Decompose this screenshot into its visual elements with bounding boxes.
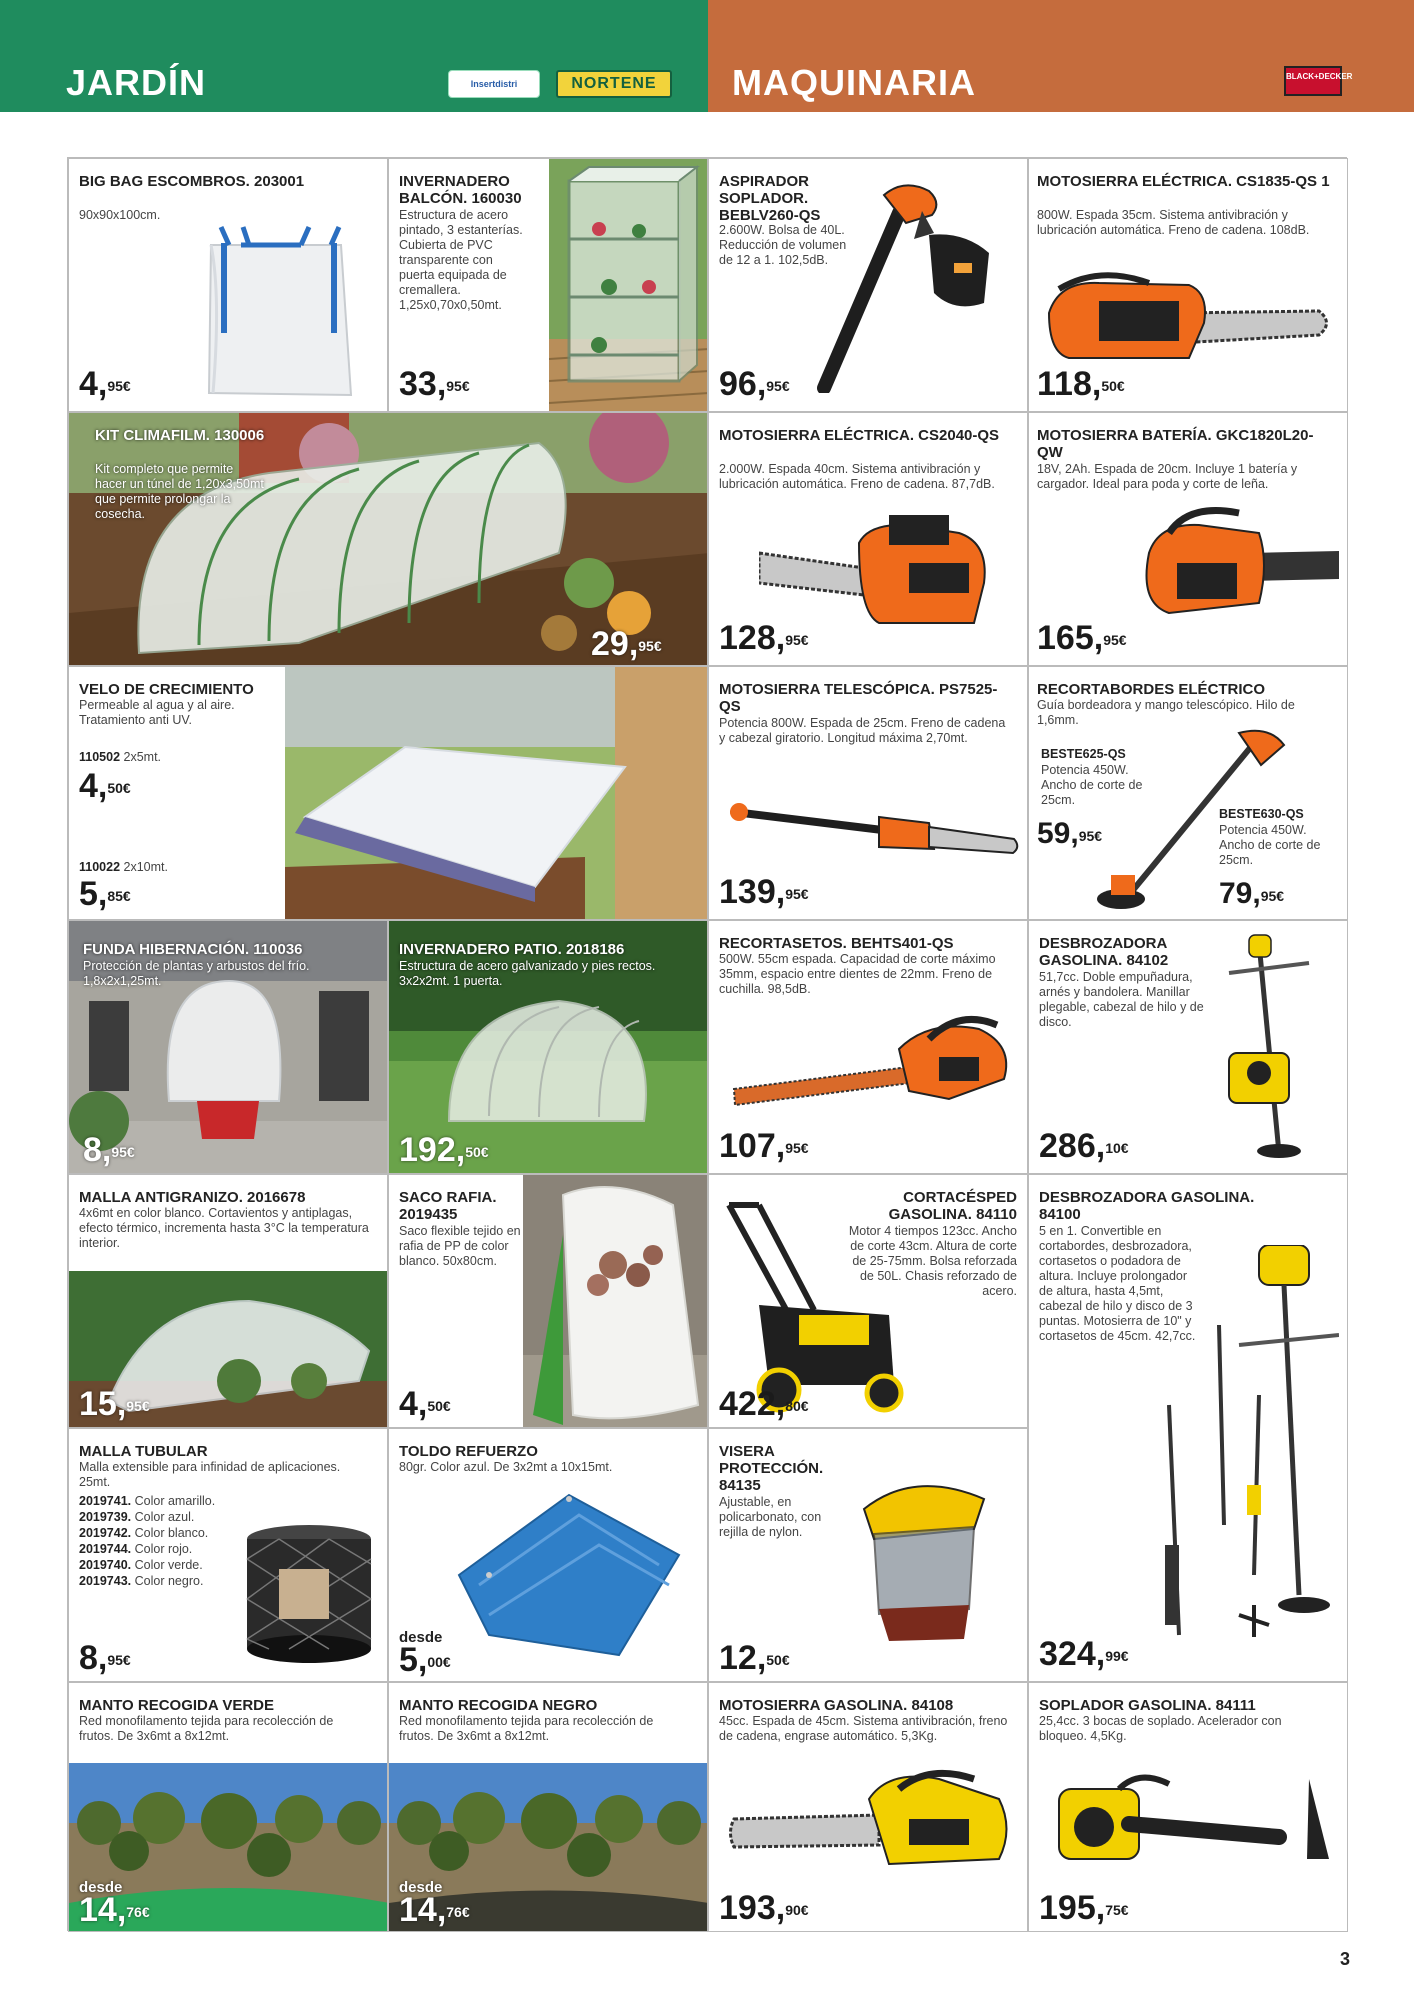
product-desc: 18V, 2Ah. Espada de 20cm. Incluye 1 batería y cargador. Ideal para poda y corte de leña. [1037, 462, 1298, 491]
product-name: MALLA TUBULAR [79, 1443, 208, 1460]
variant-code: 110022 2x10mt. [79, 860, 168, 874]
product-name: MOTOSIERRA TELESCÓPICA. PS7525-QS [719, 681, 998, 715]
product-name: DESBROZADORA GASOLINA. 84102 [1039, 935, 1169, 969]
product-desc: 2.000W. Espada 40cm. Sistema antivibración y lubricación automática. Freno de cadena. 87,7dB. [719, 462, 995, 491]
page-number: 3 [1339, 1949, 1350, 1969]
maquinaria-title: MAQUINARIA [732, 62, 976, 103]
battery-chainsaw-image [1129, 503, 1344, 633]
product-price: 14,$^{76€}$ [399, 1891, 470, 1929]
jardin-title: JARDÍN [66, 62, 207, 103]
product-name: RECORTABORDES ELÉCTRICO [1037, 681, 1266, 698]
product-card-velo-crecimiento[interactable] [68, 666, 708, 920]
product-desc: Permeable al agua y al aire. Tratamiento anti UV. [79, 698, 235, 727]
product-card-kit-climafilm[interactable] [68, 412, 708, 666]
product-card-visera[interactable] [708, 1428, 1028, 1682]
product-price: 192,$^{50€}$ [399, 1131, 489, 1169]
product-card-bigbag[interactable] [68, 158, 388, 412]
color-code-item: 2019739. Color azul. [79, 1510, 195, 1524]
product-grid [67, 157, 1347, 1931]
product-card-invernadero-patio[interactable] [388, 920, 708, 1174]
product-price: 4,$^{50€}$ [399, 1385, 451, 1423]
product-price: 139,$^{95€}$ [719, 873, 809, 911]
product-card-manto-negro[interactable] [388, 1682, 708, 1932]
petrol-chainsaw-image [729, 1769, 1019, 1879]
color-code-item: 2019742. Color blanco. [79, 1526, 209, 1540]
product-desc: 4x6mt en color blanco. Cortavientos y antiplagas, efecto térmico, incrementa hasta 3°C la temperatura interior. [79, 1206, 369, 1250]
product-desc: Estructura de acero galvanizado y pies rectos. 3x2x2mt. 1 puerta. [399, 959, 656, 988]
product-price: 165,$^{95€}$ [1037, 619, 1127, 657]
product-price: 422,$^{80€}$ [719, 1385, 809, 1423]
greenhouse-balcony-image [549, 159, 708, 412]
variant-desc: Potencia 450W. Ancho de corte de 25cm. [1219, 823, 1321, 867]
growth-fleece-image [285, 667, 708, 920]
product-name: DESBROZADORA GASOLINA. 84100 [1039, 1189, 1255, 1223]
pole-saw-image [729, 787, 1019, 877]
big-bag-image [181, 225, 381, 405]
product-price: 107,$^{95€}$ [719, 1127, 809, 1165]
product-name: MOTOSIERRA ELÉCTRICA. CS2040-QS [719, 427, 1000, 444]
variant-code: BESTE630-QS [1219, 807, 1304, 821]
desde-label: desde [399, 1629, 443, 1646]
product-name: SOPLADOR GASOLINA. 84111 [1039, 1697, 1256, 1714]
product-name: MANTO RECOGIDA VERDE [79, 1697, 275, 1714]
product-card-recortasetos[interactable] [708, 920, 1028, 1174]
variant-code: 110502 2x5mt. [79, 750, 162, 764]
product-desc: Protección de plantas y arbustos del frío. 1,8x2x1,25mt. [83, 959, 310, 988]
face-shield-image [834, 1469, 1014, 1659]
product-desc: Potencia 800W. Espada de 25cm. Freno de cadena y cabezal giratorio. Longitud máxima 2,70mt. [719, 716, 1006, 745]
blower-vacuum-image [814, 173, 1024, 393]
product-card-toldo-refuerzo[interactable] [388, 1428, 708, 1682]
jardin-banner [0, 0, 708, 112]
product-card-desbrozadora-84100[interactable] [1028, 1174, 1348, 1682]
desde-label: desde [399, 1879, 443, 1896]
variant-code: BESTE625-QS [1041, 747, 1126, 761]
desde-label: desde [79, 1879, 123, 1896]
product-name: MOTOSIERRA BATERÍA. GKC1820L20-QW [1037, 427, 1314, 461]
variant-price: 59,$^{95€}$ [1037, 817, 1103, 850]
product-desc: 51,7cc. Doble empuñadura, arnés y bandolera. Manillar plegable, cabezal de hilo y de disco. [1039, 970, 1204, 1029]
product-card-motosierra-84108[interactable] [708, 1682, 1028, 1932]
product-name: INVERNADERO PATIO. 2018186 [399, 941, 625, 958]
product-card-recortabordes[interactable] [1028, 666, 1348, 920]
product-desc: 2.600W. Bolsa de 40L. Reducción de volumen de 12 a 1. 102,5dB. [719, 223, 847, 267]
product-desc: 500W. 55cm espada. Capacidad de corte máximo 35mm, espacio entre dientes de 22mm. Freno de cuchilla. 98,5dB. [719, 952, 996, 996]
product-desc: Saco flexible tejido en rafia de PP de color blanco. 50x80cm. [399, 1224, 521, 1268]
page-header [0, 0, 1414, 112]
product-price: 195,$^{75€}$ [1039, 1889, 1129, 1927]
product-price: 15,$^{95€}$ [79, 1385, 150, 1423]
product-name: MALLA ANTIGRANIZO. 2016678 [79, 1189, 306, 1206]
product-desc: Guía bordeadora y mango telescópico. Hilo de 1,6mm. [1037, 698, 1295, 727]
product-desc: 90x90x100cm. [79, 208, 161, 222]
product-name: BIG BAG ESCOMBROS. 203001 [79, 173, 305, 190]
product-name: KIT CLIMAFILM. 130006 [95, 427, 265, 444]
variant-price: 5,$^{85€}$ [79, 875, 131, 913]
product-price: 193,$^{90€}$ [719, 1889, 809, 1927]
product-price: 96,$^{95€}$ [719, 365, 790, 403]
product-price: 8,$^{95€}$ [83, 1131, 135, 1169]
product-price: 33,$^{95€}$ [399, 365, 470, 403]
product-price: 12,$^{50€}$ [719, 1639, 790, 1677]
product-card-motosierra-telescopica[interactable] [708, 666, 1028, 920]
product-card-desbrozadora-84102[interactable] [1028, 920, 1348, 1174]
product-price: 4,$^{95€}$ [79, 365, 131, 403]
product-name: CORTACÉSPED GASOLINA. 84110 [888, 1189, 1017, 1223]
product-name: ASPIRADOR SOPLADOR. BEBLV260-QS [719, 173, 821, 224]
multi-tool-brushcutter-image [1159, 1245, 1339, 1645]
raffia-sack-image [523, 1175, 708, 1428]
blue-tarp-image [449, 1485, 689, 1665]
product-desc: Motor 4 tiempos 123cc. Ancho de corte 43cm. Altura de corte de 25-75mm. Bolsa reforzada de 50L. Chasis reforzado de acero. [848, 1224, 1017, 1298]
product-desc: Red monofilamento tejida para recolección de frutos. De 3x6mt a 8x12mt. [79, 1714, 334, 1743]
tubular-net-roll-image [239, 1519, 379, 1669]
product-price: 14,$^{76€}$ [79, 1891, 150, 1929]
product-card-soplador[interactable] [1028, 1682, 1348, 1932]
product-card-cortacesped[interactable] [708, 1174, 1028, 1428]
color-codes-list [79, 1493, 215, 1589]
product-price: 286,$^{10€}$ [1039, 1127, 1129, 1165]
product-desc: Estructura de acero pintado, 3 estanterías. Cubierta de PVC transparente con puerta equipada de cremallera. 1,25x0,70x0,50mt. [399, 208, 523, 312]
product-card-manto-verde[interactable] [68, 1682, 388, 1932]
product-name: VISERA PROTECCIÓN. 84135 [719, 1443, 824, 1494]
product-desc: 800W. Espada 35cm. Sistema antivibración y lubricación automática. Freno de cadena. 108dB. [1037, 208, 1310, 237]
product-card-motosierra-bateria[interactable] [1028, 412, 1348, 666]
product-price: 5,$^{00€}$ [399, 1641, 451, 1679]
brushcutter-image [1219, 933, 1339, 1163]
insertdistri-logo: Insertdistri [448, 70, 540, 98]
product-card-saco-rafia[interactable] [388, 1174, 708, 1428]
product-card-invernadero-balcon[interactable] [388, 158, 708, 412]
product-desc: Ajustable, en policarbonato, con rejilla de nylon. [719, 1495, 822, 1539]
product-name: TOLDO REFUERZO [399, 1443, 538, 1460]
product-name: RECORTASETOS. BEHTS401-QS [719, 935, 954, 952]
product-name: INVERNADERO BALCÓN. 160030 [399, 173, 522, 207]
product-card-motosierra-cs2040[interactable] [708, 412, 1028, 666]
product-name: MOTOSIERRA ELÉCTRICA. CS1835-QS 1 [1037, 173, 1330, 190]
color-code-item: 2019744. Color rojo. [79, 1542, 193, 1556]
black-decker-logo: BLACK+DECKER [1284, 66, 1342, 96]
petrol-blower-image [1049, 1769, 1339, 1879]
product-price: 29,$^{95€}$ [591, 625, 662, 663]
product-desc: 5 en 1. Convertible en cortabordes, desbrozadora, cortasetos o podadora de altura. Incluye prolongador de altura, hasta 4,5mt, cabezal de hilo y disco de 3 puntas. Motosierra de 10" y cortasetos de 45cm. 42,7cc. [1039, 1224, 1196, 1343]
product-desc: 25,4cc. 3 bocas de soplado. Acelerador con bloqueo. 4,5Kg. [1039, 1714, 1282, 1743]
product-desc: Malla extensible para infinidad de aplicaciones. 25mt. [79, 1460, 341, 1489]
product-desc: Kit completo que permite hacer un túnel de 1,20x3,50mt que permite prolongar la cosecha. [95, 462, 264, 521]
product-price: 324,$^{99€}$ [1039, 1635, 1129, 1673]
product-desc: 80gr. Color azul. De 3x2mt a 10x15mt. [399, 1460, 613, 1474]
product-name: MOTOSIERRA GASOLINA. 84108 [719, 1697, 954, 1714]
product-name: SACO RAFIA. 2019435 [399, 1189, 497, 1223]
product-name: MANTO RECOGIDA NEGRO [399, 1697, 598, 1714]
product-price: 8,$^{95€}$ [79, 1639, 131, 1677]
product-name: FUNDA HIBERNACIÓN. 110036 [83, 941, 303, 958]
product-desc: 45cc. Espada de 45cm. Sistema antivibración, freno de cadena, engrase automático. 5,3Kg. [719, 1714, 1008, 1743]
product-price: 118,$^{50€}$ [1037, 365, 1125, 403]
color-code-item: 2019743. Color negro. [79, 1574, 204, 1588]
product-desc: Red monofilamento tejida para recolección de frutos. De 3x6mt a 8x12mt. [399, 1714, 654, 1743]
product-price: 128,$^{95€}$ [719, 619, 809, 657]
product-card-motosierra-cs1835[interactable] [1028, 158, 1348, 412]
product-card-malla-tubular[interactable] [68, 1428, 388, 1682]
variant-price: 79,$^{95€}$ [1219, 877, 1285, 910]
variant-price: 4,$^{50€}$ [79, 767, 131, 805]
product-card-aspirador[interactable] [708, 158, 1028, 412]
product-card-funda-hibernacion[interactable] [68, 920, 388, 1174]
color-code-item: 2019741. Color amarillo. [79, 1494, 216, 1508]
color-code-item: 2019740. Color verde. [79, 1558, 203, 1572]
nortene-logo: NORTENE [556, 70, 672, 98]
product-card-malla-antigranizo[interactable] [68, 1174, 388, 1428]
product-name: VELO DE CRECIMIENTO [79, 681, 254, 698]
hedge-trimmer-image [729, 1009, 1019, 1119]
variant-desc: Potencia 450W. Ancho de corte de 25cm. [1041, 763, 1143, 807]
